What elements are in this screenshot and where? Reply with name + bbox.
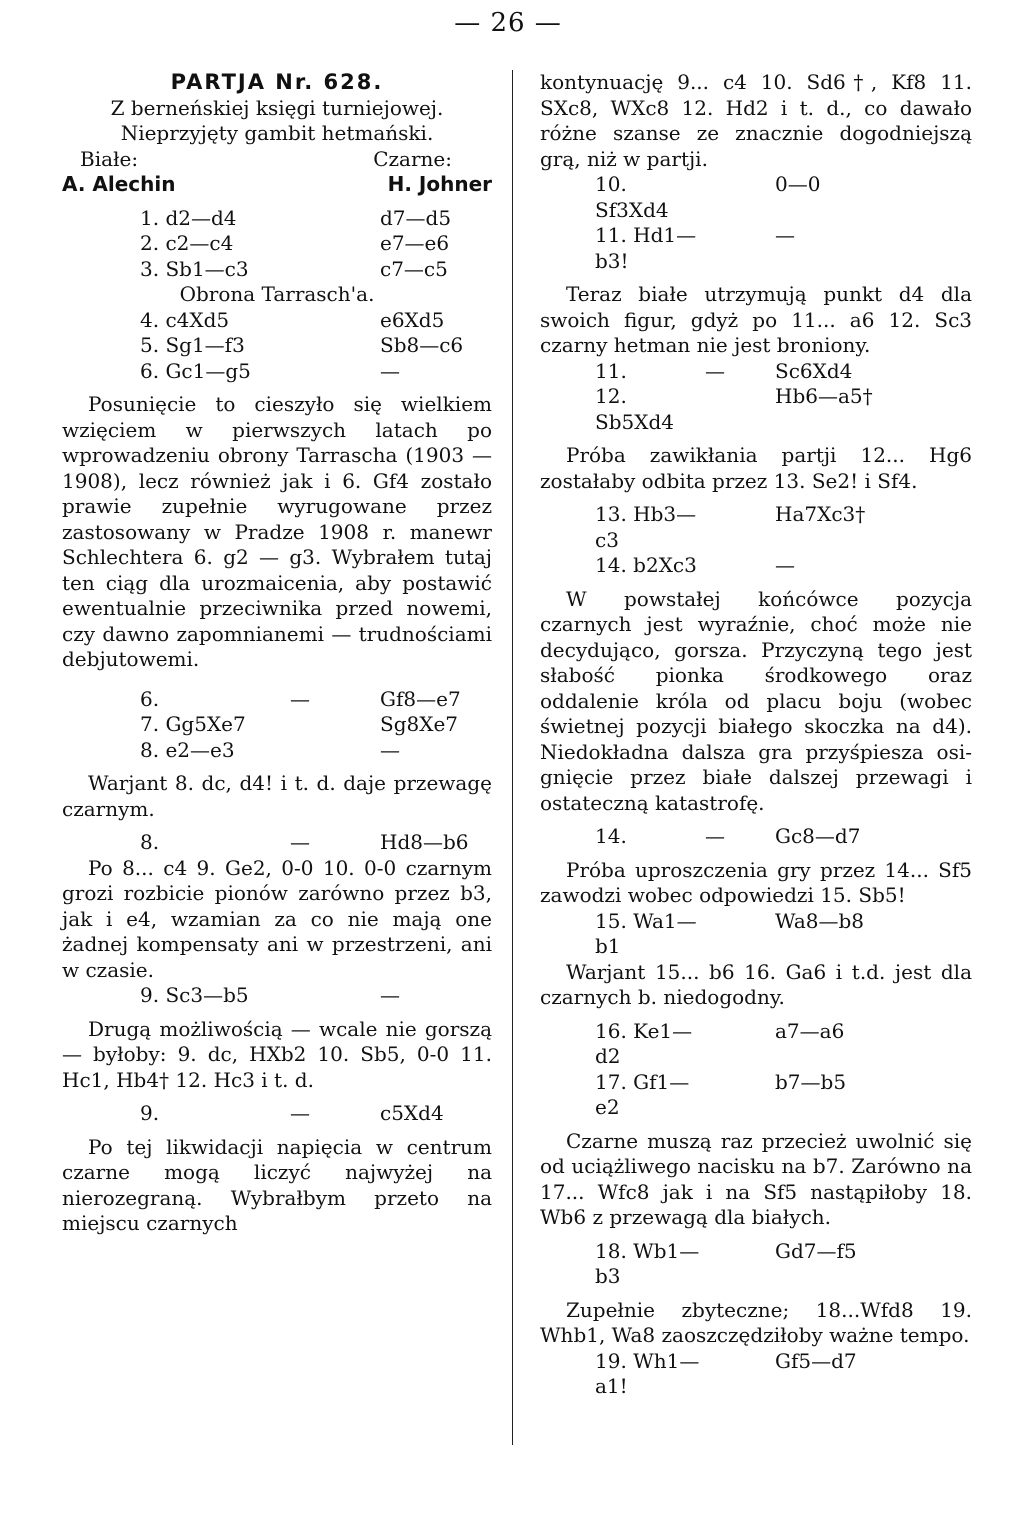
- move-row: 1. d2—d4 d7—d5: [140, 205, 452, 230]
- players: [62, 172, 492, 198]
- left-column: [62, 70, 492, 1237]
- white-label: Białe:: [80, 146, 139, 171]
- move-row: 6. Gc1—g5 —: [140, 358, 400, 383]
- opening-variation: Obrona Tarrasch'a.: [179, 282, 375, 306]
- comment: W powstałej końcówce pozycja czarnych jest wyraźnie, choć może nie decydująco, gorsza. Przyczyną tego jest słabość pionka środkowego oraz oddalenie króla od placu boju (wobec świetnej pozycji białego skoczka na d4). Niedokładna dalsza gra przyśpiesza osi-gnięcie przez białe dalszej przewagi i ostateczną katastrofę.: [540, 586, 972, 815]
- comment: kontynuację 9... c4 10. Sd6†, Kf8 11. SXc8, WXc8 12. Hd2 i t. d., co dawało różne szanse ze znacznie dogodniejszą grą, niż w partji.: [540, 70, 972, 171]
- opening-name: Nieprzyjęty gambit hetmański.: [120, 121, 434, 145]
- move-row: 8. e2—e3 —: [140, 737, 400, 762]
- move-row: 6. — Gf8—e7: [140, 686, 461, 711]
- move-row: 4. c4Xd5 e6Xd5: [140, 307, 445, 332]
- move-row: 19. Wh1—a1! Gf5—d7: [595, 1348, 857, 1398]
- comment: Po 8... c4 9. Ge2, 0-0 10. 0-0 czarnym grozi rozbicie pionów zarówno przez b3, jak i e4, wzamian za co nie mają one żadnej kompensaty ani w przestrzeni, ani w czasie.: [62, 855, 492, 982]
- move-row: 9. Sc3—b5 —: [140, 983, 400, 1007]
- move-row: 11. — Sc6Xd4: [595, 358, 853, 383]
- color-labels: [62, 147, 492, 173]
- comment: Zupełnie zbyteczne; 18...Wfd8 19. Whb1, Wa8 zaoszczędziłoby ważne tempo.: [540, 1297, 972, 1347]
- move-row: 16. Ke1—d2 a7—a6: [595, 1018, 845, 1068]
- comment: Warjant 15... b6 16. Ga6 i t.d. jest dla czarnych b. niedogodny.: [540, 959, 972, 1009]
- move-row: 18. Wb1—b3 Gd7—f5: [595, 1238, 857, 1288]
- move-row: 3. Sb1—c3 c7—c5: [140, 256, 448, 281]
- move-row: 14. b2Xc3 —: [595, 553, 795, 577]
- comment: Warjant 8. dc, d4! i t. d. daje przewagę czarnym.: [62, 771, 492, 821]
- game-title: PARTJA Nr. 628.: [170, 70, 384, 94]
- comment: Drugą możliwością — wcale nie gorszą — byłoby: 9. dc, HXb2 10. Sb5, 0-0 11. Hc1, Hb4† 12. Hc3 i t. d.: [62, 1016, 492, 1092]
- white-player: A. Alechin: [62, 172, 176, 196]
- move-row: 13. Hb3—c3 Ha7Xc3†: [595, 502, 866, 552]
- move-row: 15. Wa1—b1 Wa8—b8: [595, 908, 864, 958]
- source-line: Z berneńskiej księgi turniejowej.: [110, 95, 444, 120]
- comment: Próba zawikłania partji 12... Hg6 zostałaby odbita przez 13. Se2! i Sf4.: [540, 443, 972, 493]
- black-label: Czarne:: [373, 146, 452, 171]
- move-row: 5. Sg1—f3 Sb8—c6: [140, 333, 464, 357]
- move-row: 11. Hd1—b3! —: [595, 223, 795, 273]
- comment: Teraz białe utrzymują punkt d4 dla swoich figur, gdyż po 11... a6 12. Sc3 czarny hetman nie jest broniony.: [540, 282, 972, 357]
- comment: Po tej likwidacji napięcia w centrum czarne mogą liczyć najwyżej na nierozegraną. Wybrałbym przeto na miejscu czarnych: [62, 1134, 492, 1235]
- move-row: 9. — c5Xd4: [140, 1101, 444, 1125]
- move-row: 17. Gf1—e2 b7—b5: [595, 1069, 847, 1119]
- comment: Czarne muszą raz przecież uwolnić się od uciążliwego nacisku na b7. Zarówno na 17... Wfc8 jak i na Sf5 nastąpiłoby 18. Wb6 z przewagą dla białych.: [540, 1128, 972, 1229]
- right-column: [540, 70, 972, 1400]
- comment: Posunięcie to cieszyło się wielkiem wzięciem w pierwszych latach po wprowadzeniu obrony Tarrascha (1903 — 1908), lecz również jak i 6. Gf4 zostało prawie zupełnie wyrugowane przez zastosowany w Pradze 1908 r. manewr Schlechtera 6. g2 — g3. Wybrałem tutaj ten ciąg dla urozmaicenia, aby postawić ewentualnie przeciwnika przed nowemi, czy dawno zapomnianemi — trudnościami debjutowemi.: [62, 392, 492, 671]
- move-row: 10. Sf3Xd4 0—0: [595, 172, 821, 222]
- move-row: 2. c2—c4 e7—e6: [140, 231, 450, 255]
- move-row: 14. — Gc8—d7: [595, 824, 861, 848]
- move-row: 12. Sb5Xd4 Hb6—a5†: [595, 384, 873, 434]
- move-row: 8. — Hd8—b6: [140, 830, 469, 854]
- page-number: — 26 —: [454, 8, 562, 38]
- comment: Próba uproszczenia gry przez 14... Sf5 zawodzi wobec odpowiedzi 15. Sb5!: [540, 857, 972, 907]
- move-row: 7. Gg5Xe7 Sg8Xe7: [140, 712, 459, 736]
- black-player: H. Johner: [387, 172, 492, 196]
